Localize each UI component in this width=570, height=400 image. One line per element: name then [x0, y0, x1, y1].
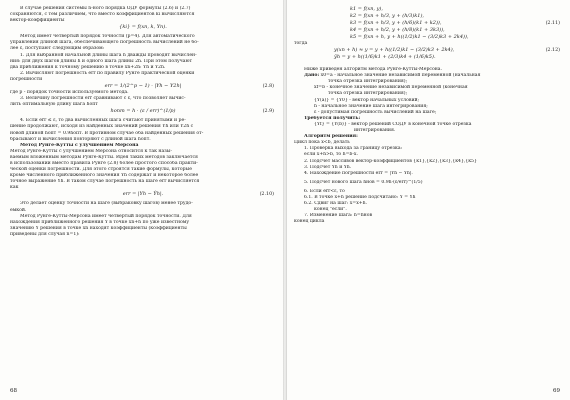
algorithm-label: Алгоритм решения: — [304, 134, 358, 140]
algo-line: 3. Подсчет Yh и Ŷh. — [304, 164, 352, 170]
algo-line: 6.2. Сдвиг на шаг: x=x+h. — [304, 201, 368, 207]
text-line: Ниже приведен алгоритм метода Рунге-Кутты-Мерсона. — [304, 67, 442, 73]
text-line: брасывают и вычисления повторяют с длиной шага hопт. — [10, 136, 151, 142]
text-line: кроме численного приближенного значения Yh содержат и некоторое более — [10, 173, 199, 179]
equation-number: (2.10) — [259, 192, 274, 198]
text-line: ваемым вложенным методам Рунге-Кутты. Идея таких методов заключается — [10, 154, 198, 160]
text-line: где p - порядок точности используемого метода. — [10, 90, 129, 96]
text-line: Это делает оценку точности на шаге (выбраковку шагов) менее трудо- — [20, 201, 193, 207]
section-heading: Метод Рунге-Кутты с улучшением Мерсона — [20, 142, 139, 148]
algo-line: 5. Подсчет нового шага hнов = 0.9h·(ε/err)^(1/5) — [304, 179, 423, 185]
text-line: x0=a - начальное значение независимой переменной (начальная — [320, 73, 481, 79]
formula-text: err = |Yh − Ŷh|. — [122, 191, 164, 198]
text-line: значению Y решения в точке xn находят коэффициенты (коэффициенты — [10, 225, 187, 231]
equation-number: (2.12) — [545, 48, 560, 54]
left-page — [0, 0, 284, 400]
algo-line: конец "если". — [314, 207, 347, 213]
formula-k5: k5 = f(xn + h, y + h((1/2)k1 − (3/2)k3 + 2k4)), — [350, 34, 469, 40]
text-line: два приближения к точному решению в точке xn+2h: Yh и Y2h. — [10, 64, 166, 70]
formula-err-embedded — [10, 191, 276, 198]
formula-text: hопт = h · (ε / err)^(1/p) — [110, 108, 176, 115]
text-line: в использовании вместо правила Рунге (2.8) более простого способа практи- — [10, 160, 198, 166]
algo-line: 4. Нахождение погрешности err = |Yh − Ŷh|. — [304, 170, 413, 176]
text-line: емкой. — [10, 207, 27, 213]
equation-number: (2.9) — [262, 109, 274, 115]
text-line: новой длиной hопт = 0.9hопт. В противном случае оба найденных решения от- — [10, 130, 204, 136]
algo-line: 1. Проверка выхода за границу отрезка: — [304, 146, 403, 152]
algo-line: 6.1. В точке x+h решение подсчитано: Y = Yh — [304, 194, 416, 200]
formula-text: k3 = f(xn + h/3, y + (h/6)(k1 + k2)), — [350, 20, 442, 26]
text-line: {Y(a)} = {Y0} - вектор начальных условий; — [314, 97, 420, 103]
formula-text: y(xn + h) ≈ y = y + h((1/2)k1 − (3/2)k3 + 2k4), — [334, 47, 455, 54]
text-line: приведены для случая n=1): — [10, 231, 80, 237]
text-line: ния: для двух шагов длины h и одного шага длины 2h. При этом получают — [10, 58, 193, 64]
algo-line: конец цикла — [294, 219, 325, 225]
text-line: лее ε, поступают следующим образом: — [10, 46, 105, 52]
text-line: Метод Рунге-Кутты с улучшением Мерсона относится к так назы- — [10, 148, 172, 154]
given-label: Дано: — [304, 73, 320, 79]
text-line: вектор-коэффициенты — [10, 18, 65, 24]
text-line: ческой оценки погрешности. Для этого строятся такие формулы, которые — [10, 167, 192, 173]
right-page — [286, 0, 570, 400]
text-line: погрешности — [10, 76, 43, 82]
equation-number: (2.11) — [545, 21, 560, 26]
text-line: В случае решения системы n-ного порядка ОДУ формулы (2.6) и (2.7) — [20, 6, 191, 11]
text-line: {Yf} = {Y(b)} - вектор решений СОДУ в конечной точке отрезка — [314, 121, 472, 127]
text-line: 4. Если err ≤ ε, то два вычисленных шага считают принятыми и ре- — [20, 118, 186, 124]
text-line: нахождения приближенного решения Y в точке xn+h по уже известному — [10, 219, 190, 225]
text-line: ε - допустимая погрешность вычислений на шаге; — [314, 109, 437, 115]
text-line: h - начальное значение шага интегрирования; — [314, 103, 428, 109]
text-line: Метод имеет четвертый порядок точности (p=4). Для автоматического — [20, 34, 195, 40]
text-line: как — [10, 185, 19, 191]
formula-hopt — [10, 108, 276, 115]
text-line: 1. Для выбранной начальной длины шага h дважды проводят вычислен- — [20, 52, 197, 58]
text-line: Метод Рунге-Кутты-Мерсона имеет четвертый порядок точности. Для — [20, 213, 192, 219]
algo-line: 7. Изменение шага: h=hнов — [304, 213, 373, 219]
page-number: 68 — [10, 388, 17, 394]
text-line: 2. Вычисляют погрешность err по правилу Рунге практической оценки — [20, 70, 195, 76]
algo-line: 2. Подсчет массивов вектор-коэффициентов {k1},{k2},{k3},{k4},{k5} — [304, 158, 477, 164]
text-line: тогда — [294, 41, 308, 46]
formula-text: err = 1/(2^p − 1) · |Yh − Y2h| — [104, 83, 182, 90]
algo-line: Цикл пока x<b, делать — [294, 140, 350, 146]
required-label: Требуется получить: — [304, 115, 361, 121]
text-line: управления длиной шага, обеспечивающего погрешность вычислений не бо- — [10, 40, 199, 46]
text-line: 3. Величину погрешности err сравнивают с ε, что позволяет вычис- — [20, 96, 186, 102]
formula-y-hat: ŷh = y + h((1/6)k1 + (2/3)k4 + (1/6)k5). — [334, 54, 436, 61]
text-line: шение продолжают, исходя из найденных значений решения Yh или Y2h с — [10, 124, 194, 130]
page-number: 69 — [553, 388, 560, 394]
formula-k2: k2 = f(xn + h/3, y + (h/3)k1), — [350, 13, 424, 19]
formula-k3 — [294, 20, 562, 27]
algo-line: если x+h>b, то h=b-x. — [304, 152, 358, 158]
algo-line: 6. Если err<ε, то — [304, 188, 345, 194]
formula-err-runge — [10, 83, 276, 90]
text-line: лить оптимальную длину шага hопт — [10, 102, 98, 108]
formula-k1: k1 = f(xn, y), — [350, 6, 383, 12]
text-line: интегрирования. — [354, 128, 396, 134]
formula-k4: k4 = f(xn + h/2, y + (h/8)(k1 + 3k3)), — [350, 27, 445, 33]
text-line: точное выражение Ŷh. В таком случае погрешность на шаге err вычисляется — [10, 179, 200, 185]
text-line: xf=b - конечное значение независимой переменной (конечная — [314, 85, 468, 91]
text-line: сохраняются, с тем различием, что вместо коэффициентов ki вычисляются — [10, 12, 195, 18]
formula-vector-k: {ki} = f(xn, k, Yn). — [119, 24, 167, 31]
text-line: точка отрезка интегрирования); — [328, 91, 408, 97]
equation-number: (2.8) — [262, 84, 274, 90]
text-line: точка отрезка интегрирования); — [328, 79, 408, 85]
